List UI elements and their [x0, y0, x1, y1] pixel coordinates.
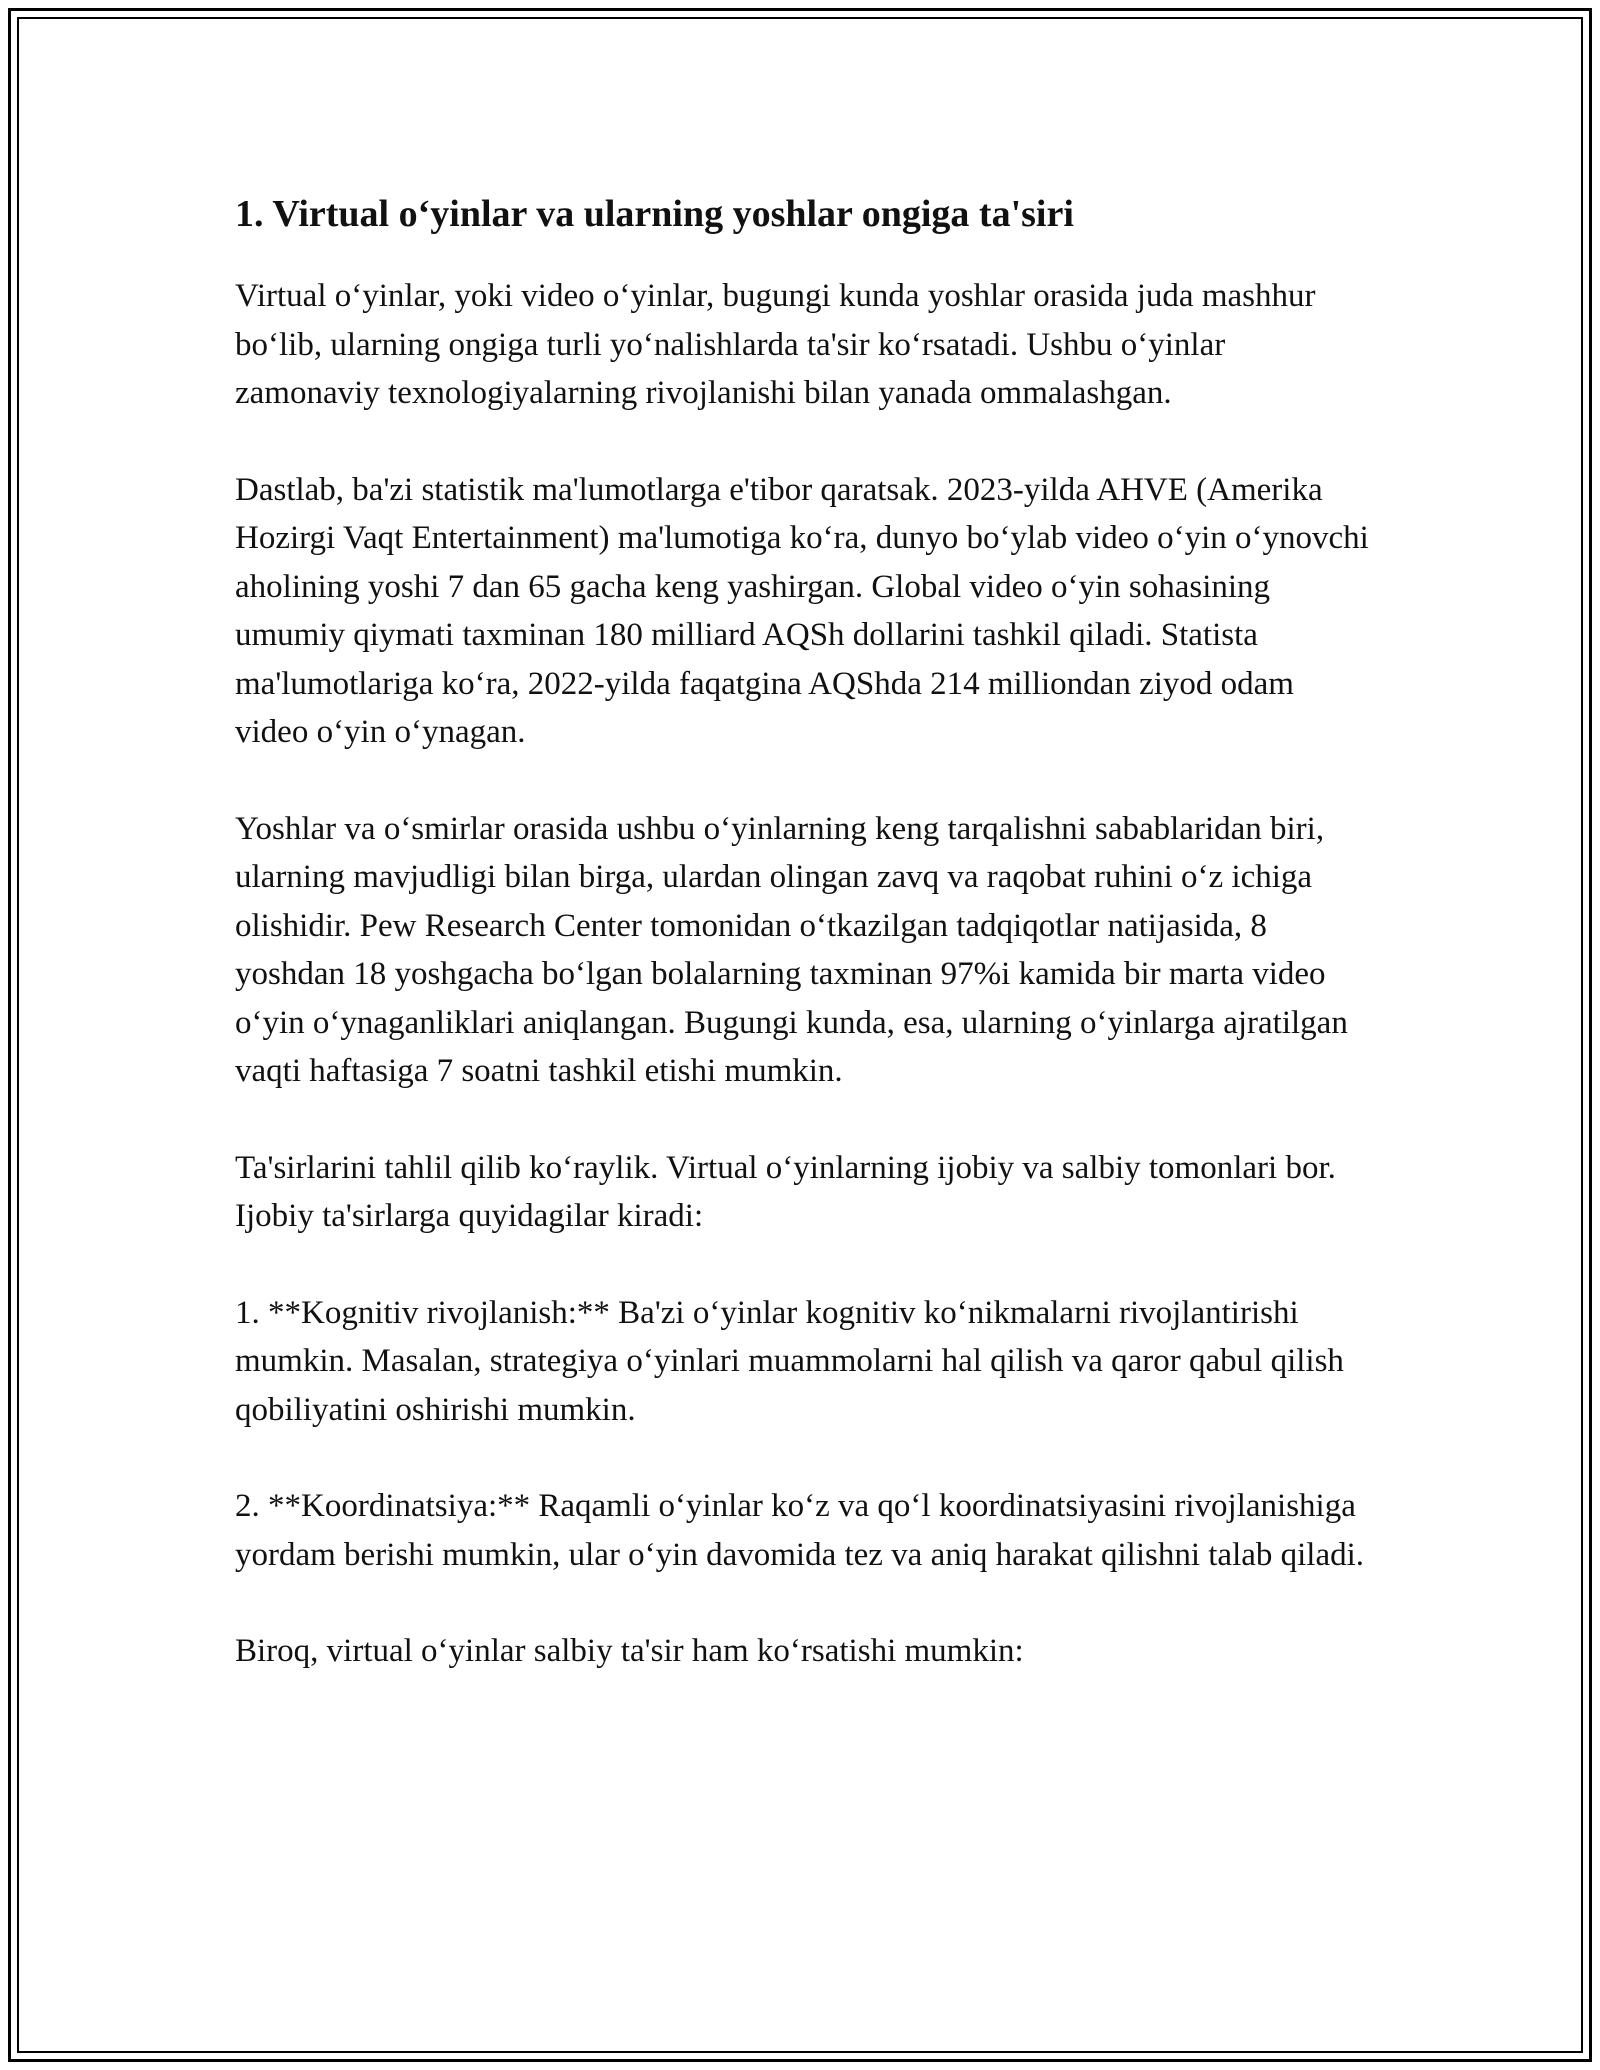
paragraph-intro: Virtual o‘yinlar, yoki video o‘yinlar, bugungi kunda yoshlar orasida juda mashhur bo‘lib, ularning ongiga turli yo‘nalishlarda ta'sir ko‘rsatadi. Ushbu o‘yinlar zamonaviy texnologiyalarning rivojlanishi bilan yanada ommalashgan. — [235, 278, 1316, 411]
paragraph-negative-intro: Biroq, virtual o‘yinlar salbiy ta'sir ham ko‘rsatishi mumkin: — [235, 1633, 1024, 1669]
paragraph-statistics: Dastlab, ba'zi statistik ma'lumotlarga e'tibor qaratsak. 2023-yilda AHVE (Amerika Hozirgi Vaqt Entertainment) ma'lumotiga ko‘ra, dunyo bo‘ylab video o‘yin o‘ynovchi aholining yoshi 7 dan 65 gacha keng yashirgan. Global video o‘yin sohasining umumiy qiymati taxminan 180 milliard AQSh dollarini tashkil qiladi. Statista ma'lumotlariga ko‘ra, 2022-yilda faqatgina AQShda 214 milliondan ziyod odam video o‘yin o‘ynagan. — [235, 471, 1369, 750]
document-body — [235, 188, 1375, 1724]
paragraph-effects-intro: Ta'sirlarini tahlil qilib ko‘raylik. Virtual o‘yinlarning ijobiy va salbiy tomonlari bor. Ijobiy ta'sirlarga quyidagilar kiradi: — [235, 1149, 1336, 1234]
list-item-cognitive: 1. **Kognitiv rivojlanish:** Ba'zi o‘yinlar kognitiv ko‘nikmalarni rivojlantirishi mumkin. Masalan, strategiya o‘yinlari muammolarni hal qilish va qaror qabul qilish qobiliyatini oshirishi mumkin. — [235, 1294, 1344, 1428]
list-item-coordination: 2. **Koordinatsiya:** Raqamli o‘yinlar ko‘z va qo‘l koordinatsiyasini rivojlanishiga yordam berishi mumkin, ular o‘yin davomida tez va aniq harakat qilishni talab qiladi. — [235, 1488, 1365, 1573]
paragraph-youth-reasons: Yoshlar va o‘smirlar orasida ushbu o‘yinlarning keng tarqalishni sabablaridan biri, ularning mavjudligi bilan birga, ulardan olingan zavq va raqobat ruhini o‘z ichiga olishidir. Pew Research Center tomonidan o‘tkazilgan tadqiqotlar natijasida, 8 yoshdan 18 yoshgacha bo‘lgan bolalarning taxminan 97%i kamida bir marta video o‘yin o‘ynaganliklari aniqlangan. Bugungi kunda, esa, ularning o‘yinlarga ajratilgan vaqti haftasiga 7 soatni tashkil etishi mumkin. — [235, 810, 1348, 1089]
section-heading: 1. Virtual o‘yinlar va ularning yoshlar ongiga ta'siri — [235, 193, 1074, 235]
